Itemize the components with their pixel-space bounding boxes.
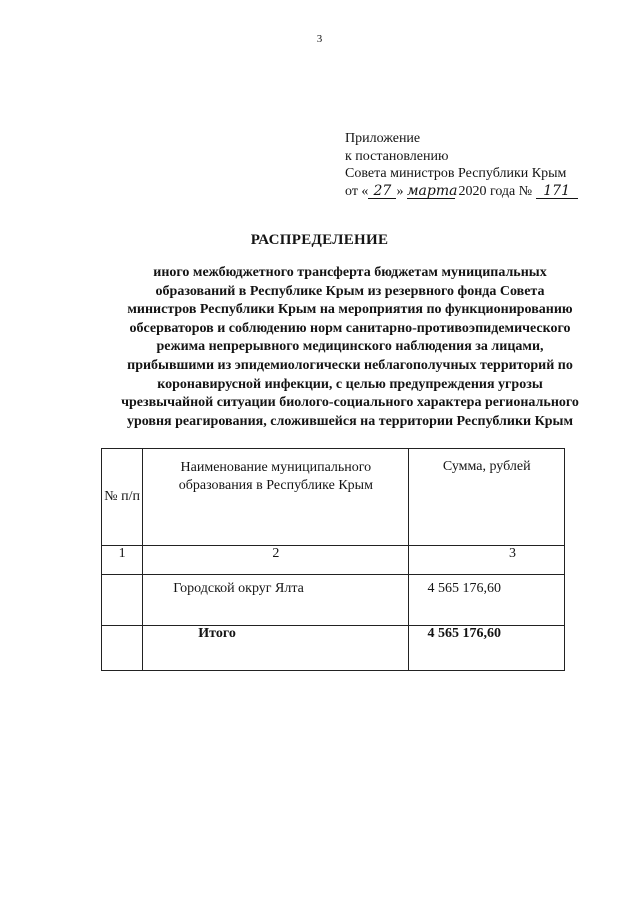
subtitle-line: режима непрерывного медицинского наблюдения за лицами, — [156, 339, 544, 355]
table-total-row — [102, 626, 565, 671]
subtitle-line: уровня реагирования, сложившейся на территории Республики Крым — [126, 413, 574, 429]
header-num: № п/п — [102, 449, 143, 546]
table-row — [102, 575, 565, 626]
handwritten-number: 171 — [536, 184, 578, 199]
table-index-row — [102, 546, 565, 575]
index-cell: 3 — [409, 546, 565, 575]
header-name-line-1: Наименование муниципального — [180, 460, 372, 475]
document-title: РАСПРЕДЕЛЕНИЕ — [250, 232, 389, 248]
subtitle-line: прибывшими из эпидемиологически неблагополучных территорий по — [127, 357, 573, 373]
appendix-block — [345, 130, 578, 200]
header-sum: Сумма, рублей — [409, 449, 565, 546]
subtitle-line: коронавирусной инфекции, с целью предупреждения угрозы — [157, 376, 543, 392]
appendix-line-2: к постановлению — [345, 148, 449, 164]
row-name: Городской округ Ялта — [143, 575, 409, 626]
subtitle-line: чрезвычайной ситуации биолого-социального характера регионального — [121, 395, 579, 411]
header-name-line-2: образования в Республике Крым — [178, 478, 373, 493]
index-cell: 1 — [102, 546, 143, 575]
total-num — [102, 626, 143, 671]
index-cell: 2 — [143, 546, 409, 575]
appendix-date-line — [345, 183, 578, 201]
handwritten-month: марта — [406, 182, 458, 199]
header-name — [143, 449, 409, 546]
handwritten-day: 27 — [368, 184, 396, 199]
page-number: 3 — [316, 33, 323, 45]
row-num — [102, 575, 143, 626]
date-mid: » — [396, 183, 404, 199]
row-sum: 4 565 176,60 — [409, 575, 565, 626]
appendix-line-3: Совета министров Республики Крым — [345, 166, 567, 181]
subtitle-line: образований в Республике Крым из резервного фонда Совета — [155, 283, 545, 299]
table-header-row — [102, 449, 565, 546]
subtitle-line: обсерваторов и соблюдению норм санитарно-противоэпидемического — [129, 320, 571, 336]
subtitle-line: министров Республики Крым на мероприятия по функционированию — [127, 302, 573, 318]
year-text: 2020 года № — [458, 183, 533, 199]
total-sum: 4 565 176,60 — [409, 626, 565, 671]
appendix-line-1: Приложение — [345, 131, 421, 146]
date-prefix: от « — [345, 183, 369, 199]
distribution-table — [101, 448, 565, 671]
total-label: Итого — [143, 626, 409, 671]
subtitle-line: иного межбюджетного трансферта бюджетам муниципальных — [153, 265, 547, 280]
document-subtitle — [100, 264, 600, 431]
